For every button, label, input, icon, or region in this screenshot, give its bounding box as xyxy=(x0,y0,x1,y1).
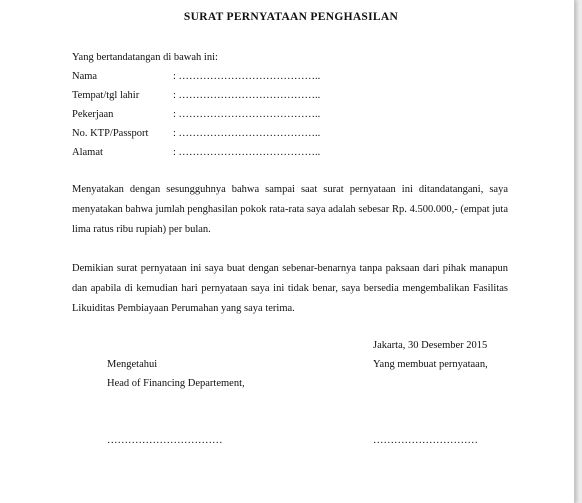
statement-paragraph: Menyatakan dengan sesungguhnya bahwa sampai saat surat pernyataan ini ditandatangani, saya menyatakan bahwa jumlah penghasilan pokok rata-rata saya adalah sebesar Rp. 4.500.000,- (empat juta lima ratus ribu rupiah) per bulan. xyxy=(72,184,508,235)
document-title: SURAT PERNYATAAN PENGHASILAN xyxy=(183,11,399,23)
field-value-pekerjaan: : ………………………………….. xyxy=(173,109,321,120)
closing-paragraph: Demikian surat pernyataan ini saya buat dengan sebenar-benarnya tanpa paksaan dari pihak manapun dan apabila di kemudian hari pernyataan saya ini tidak benar, saya bersedia mengembalikan Fasilitas Likuiditas Pembiayaan Perumahan yang saya terima. xyxy=(72,263,508,314)
right-sign-title: Yang membuat pernyataan, xyxy=(373,359,488,370)
intro-text: Yang bertandatangan di bawah ini: xyxy=(72,52,218,63)
field-value-ktp-passport: : ………………………………….. xyxy=(173,128,321,139)
field-label-alamat: Alamat xyxy=(72,147,103,158)
field-label-nama: Nama xyxy=(72,71,98,82)
left-signature-line: …………………………… xyxy=(107,435,223,446)
right-signature-line: ………………………… xyxy=(373,435,478,446)
field-label-pekerjaan: Pekerjaan xyxy=(72,109,114,120)
left-sign-position: Head of Financing Departement, xyxy=(107,378,245,389)
place-date: Jakarta, 30 Desember 2015 xyxy=(373,340,488,351)
field-value-tempat-tgl-lahir: : ………………………………….. xyxy=(173,90,321,101)
left-sign-title: Mengetahui xyxy=(107,359,158,370)
field-label-tempat-tgl-lahir: Tempat/tgl lahir xyxy=(72,90,140,101)
field-label-ktp-passport: No. KTP/Passport xyxy=(72,128,149,139)
field-value-alamat: : ………………………………….. xyxy=(173,147,321,158)
field-value-nama: : ………………………………….. xyxy=(173,71,321,82)
